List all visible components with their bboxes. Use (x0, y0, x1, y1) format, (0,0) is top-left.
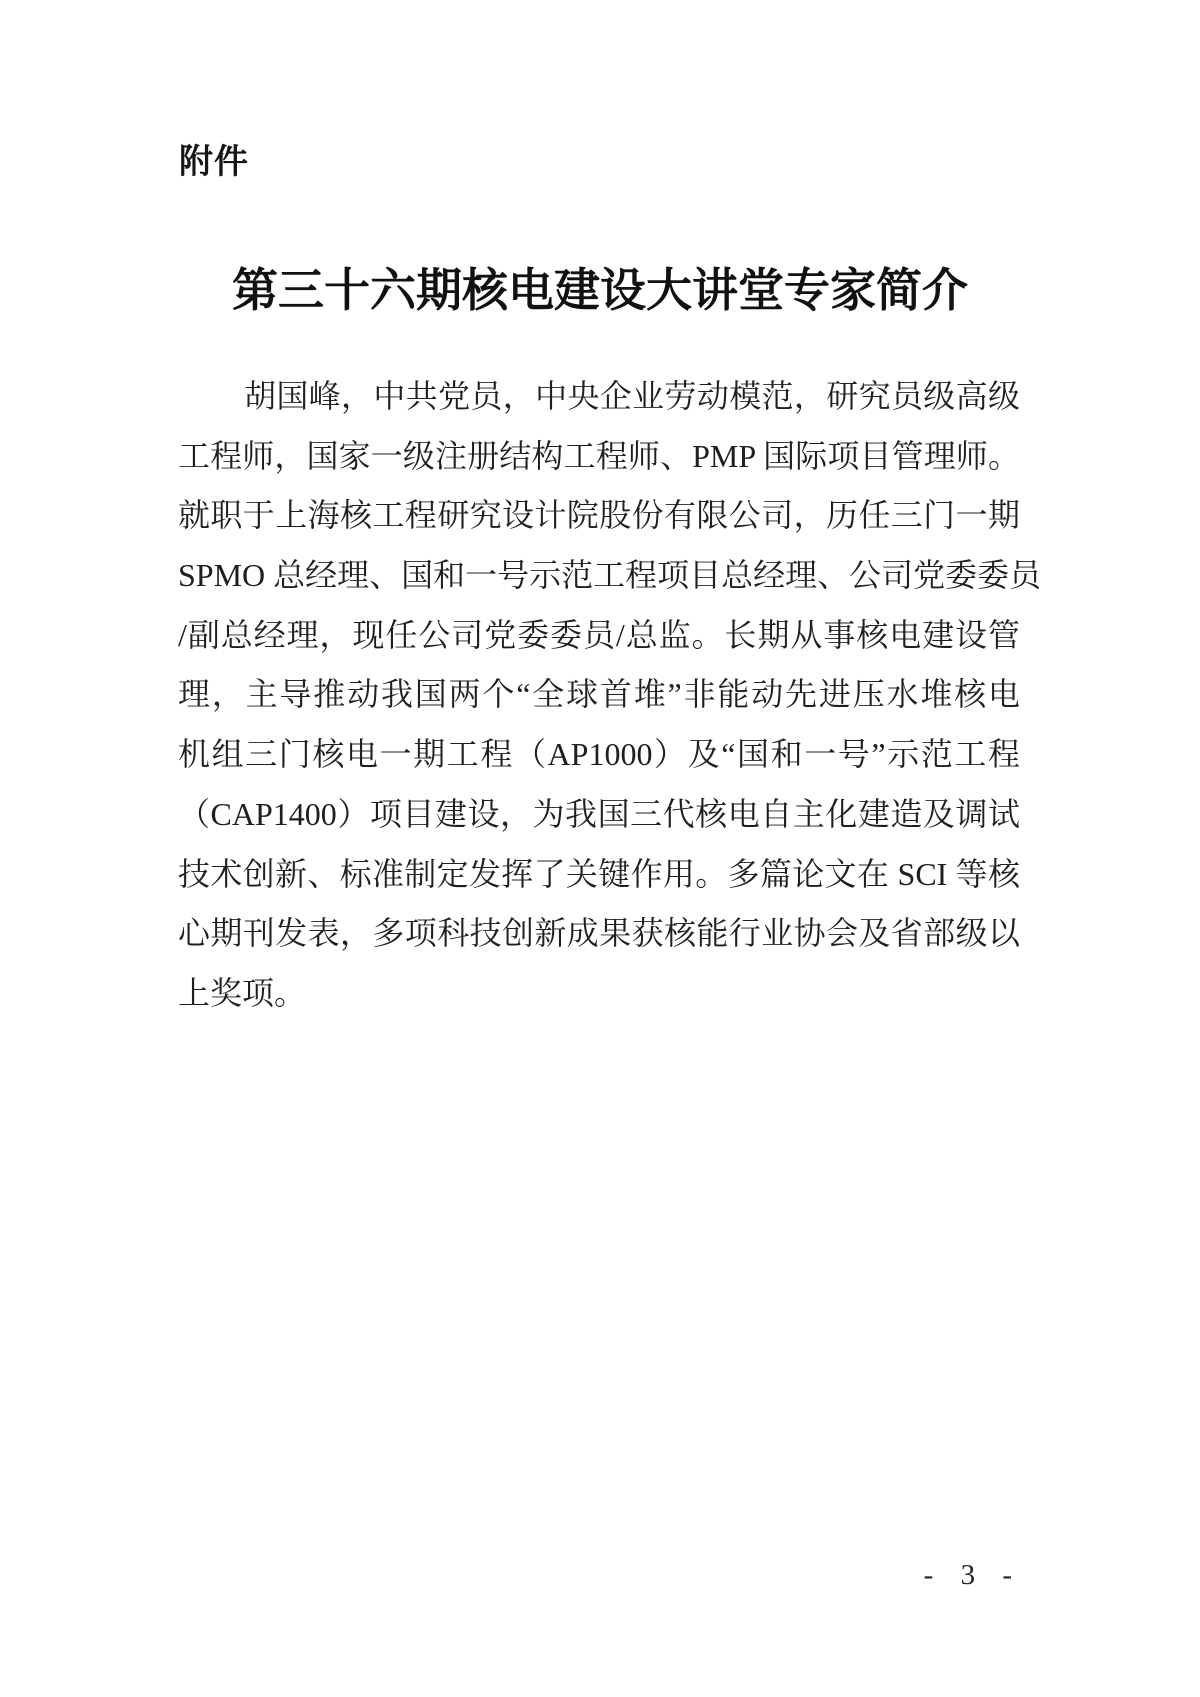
body-line: 就职于上海核工程研究设计院股份有限公司，历任三门一期 (178, 497, 1020, 534)
expert-bio-paragraph (178, 367, 1042, 1024)
body-line: 胡国峰，中共党员，中央企业劳动模范，研究员级高级 (244, 378, 1020, 414)
attachment-label: 附件 (179, 143, 249, 181)
body-line: 技术创新、标准制定发挥了关键作用。多篇论文在 SCI 等核 (178, 855, 1020, 892)
body-line: /副总经理，现任公司党委委员/总监。长期从事核电建设管 (178, 616, 1020, 653)
body-line: 心期刊发表，多项科技创新成果获核能行业协会及省部级以 (178, 915, 1020, 952)
body-line: 理，主导推动我国两个“全球首堆”非能动先进压水堆核电 (178, 676, 1020, 713)
body-line: SPMO 总经理、国和一号示范工程项目总经理、公司党委委员 (178, 557, 1042, 594)
page-number: - 3 - (923, 1559, 1017, 1591)
body-line: 工程师，国家一级注册结构工程师、PMP 国际项目管理师。 (178, 437, 1020, 474)
body-line: 机组三门核电一期工程（AP1000）及“国和一号”示范工程 (178, 736, 1020, 773)
body-line: （CAP1400）项目建设，为我国三代核电自主化建造及调试 (178, 795, 1020, 832)
body-line: 上奖项。 (178, 974, 307, 1011)
document-title: 第三十六期核电建设大讲堂专家简介 (232, 264, 968, 316)
